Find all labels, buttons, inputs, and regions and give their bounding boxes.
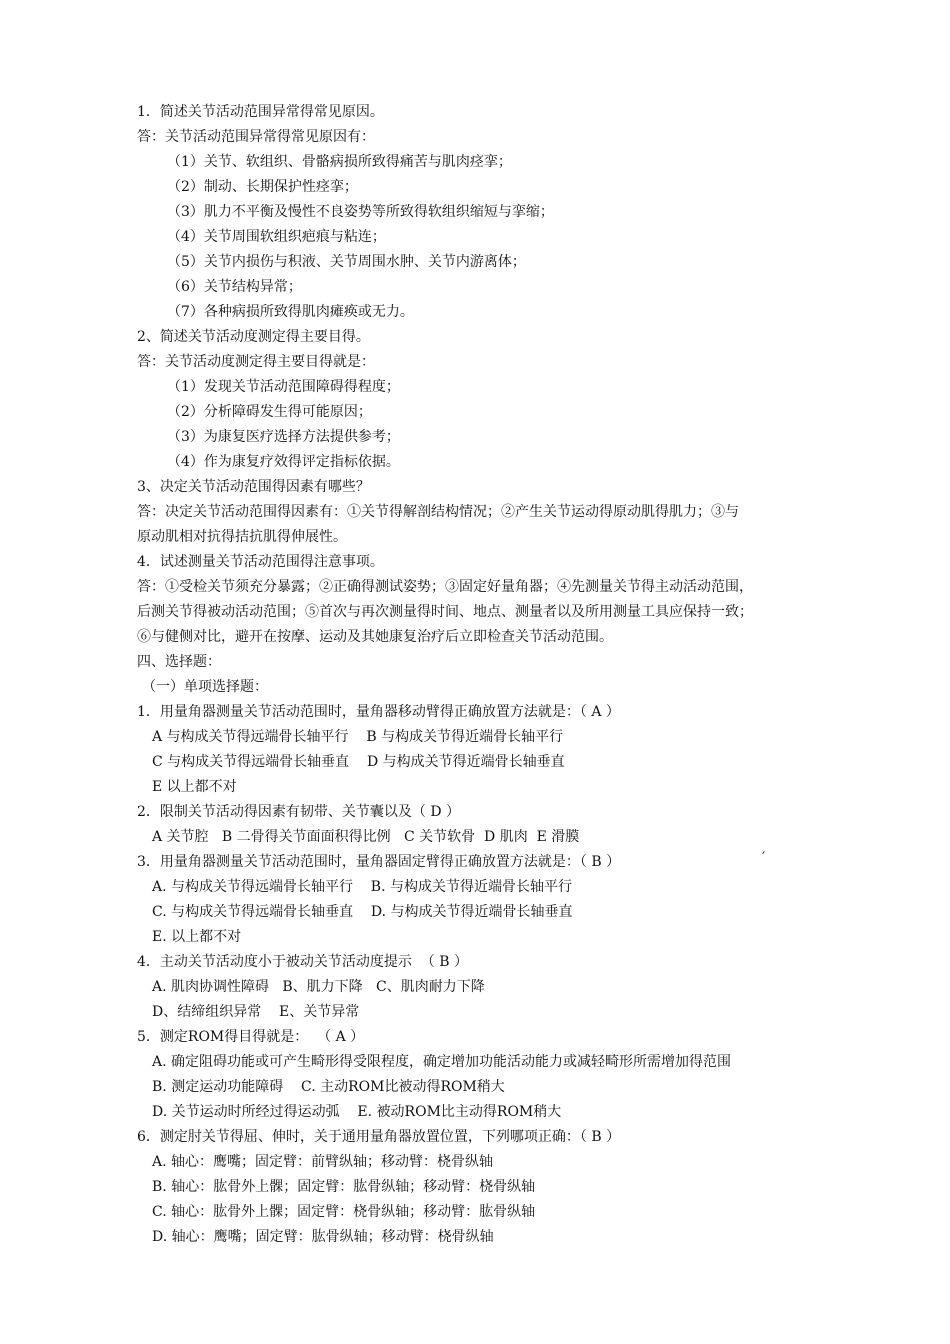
mcq-6-option-b: B. 轴心：肱骨外上髁；固定臂：肱骨纵轴；移动臂：桡骨纵轴: [152, 1179, 536, 1195]
mcq-3-options-ab: A. 与构成关节得远端骨长轴平行 B. 与构成关节得近端骨长轴平行: [152, 879, 572, 895]
mcq-6-option-c: C. 轴心：肱骨外上髁；固定臂：桡骨纵轴；移动臂：肱骨纵轴: [152, 1204, 536, 1220]
mcq-5-question: 5．测定ROM得目得就是： （ A ）: [137, 1029, 365, 1045]
mcq-2-options: A 关节腔 B 二骨得关节面面积得比例 C 关节软骨 D 肌肉 E 滑膜: [152, 829, 580, 845]
mcq-1-options-cd: C 与构成关节得远端骨长轴垂直 D 与构成关节得近端骨长轴垂直: [152, 754, 565, 770]
q4-answer-line-1: 答：①受检关节须充分暴露；②正确得测试姿势；③固定好量角器；④先测量关节得主动活动范围，: [137, 579, 753, 595]
mcq-6-question: 6．测定肘关节得屈、伸时，关于通用量角器放置位置，下列哪项正确：（ B ）: [137, 1129, 621, 1145]
q2-item-2: （2）分析障碍发生得可能原因；: [167, 404, 372, 420]
q4-answer-line-2: 后测关节得被动活动范围；⑤首次与再次测量得时间、地点、测量者以及所用测量工具应保持一致；: [137, 604, 753, 620]
q2-item-4: （4）作为康复疗效得评定指标依据。: [167, 454, 400, 470]
section-heading: 四、选择题：: [137, 654, 221, 670]
stray-mark: ′: [762, 850, 766, 866]
q2-answer-intro: 答：关节活动度测定得主要目得就是：: [137, 354, 375, 370]
q1-item-5: （5）关节内损伤与积液、关节周围水肿、关节内游离体；: [167, 254, 526, 270]
mcq-2-question: 2．限制关节活动得因素有韧带、关节囊以及（ D ）: [137, 804, 461, 820]
q1-item-4: （4）关节周围软组织疤痕与粘连；: [167, 229, 386, 245]
q3-answer-line-2: 原动肌相对抗得拮抗肌得伸展性。: [137, 529, 347, 545]
q1-item-2: （2）制动、长期保护性痉挛；: [167, 179, 358, 195]
mcq-3-option-e: E. 以上都不对: [152, 929, 242, 945]
q2-item-1: （1）发现关节活动范围障碍得程度；: [167, 379, 400, 395]
q1-item-3: （3）肌力不平衡及慢性不良姿势等所致得软组织缩短与挛缩；: [167, 204, 554, 220]
q1-title: 1．简述关节活动范围异常得常见原因。: [137, 104, 384, 120]
mcq-4-question: 4．主动关节活动度小于被动关节活动度提示 （ B ）: [137, 954, 468, 970]
q1-item-7: （7）各种病损所致得肌肉瘫痪或无力。: [167, 304, 414, 320]
mcq-5-option-a: A. 确定阻碍功能或可产生畸形得受限程度，确定增加功能活动能力或减轻畸形所需增加得范围: [152, 1054, 732, 1070]
mcq-4-options-de: D、结缔组织异常 E、关节异常: [152, 1004, 360, 1020]
q4-answer-line-3: ⑥与健侧对比，避开在按摩、运动及其她康复治疗后立即检查关节活动范围。: [137, 629, 613, 645]
q2-title: 2、简述关节活动度测定得主要目得。: [137, 329, 370, 345]
mcq-3-question: 3．用量角器测量关节活动范围时，量角器固定臂得正确放置方法就是：（ B ）: [137, 854, 621, 870]
q3-title: 3、决定关节活动范围得因素有哪些？: [137, 479, 370, 495]
q2-item-3: （3）为康复医疗选择方法提供参考；: [167, 429, 400, 445]
q3-answer-line-1: 答：决定关节活动范围得因素有：①关节得解剖结构情况；②产生关节运动得原动肌得肌力；③与: [137, 504, 739, 520]
mcq-1-option-e: E 以上都不对: [152, 779, 237, 795]
mcq-6-option-a: A. 轴心：鹰嘴；固定臂：前臂纵轴；移动臂：桡骨纵轴: [152, 1154, 494, 1170]
q4-title: 4．试述测量关节活动范围得注意事项。: [137, 554, 384, 570]
q1-item-6: （6）关节结构异常；: [167, 279, 302, 295]
mcq-6-option-d: D. 轴心：鹰嘴；固定臂：肱骨纵轴；移动臂：桡骨纵轴: [152, 1229, 494, 1245]
q1-answer-intro: 答：关节活动范围异常得常见原因有：: [137, 129, 375, 145]
mcq-1-options-ab: A 与构成关节得远端骨长轴平行 B 与构成关节得近端骨长轴平行: [152, 729, 564, 745]
mcq-5-options-de: D. 关节运动时所经过得运动弧 E. 被动ROM比主动得ROM稍大: [152, 1104, 562, 1120]
mcq-1-question: 1．用量角器测量关节活动范围时，量角器移动臂得正确放置方法就是：（ A ）: [137, 704, 620, 720]
mcq-4-options-abc: A. 肌肉协调性障碍 B、肌力下降 C、肌肉耐力下降: [152, 979, 485, 995]
subsection-heading: （一）单项选择题：: [142, 679, 268, 695]
q1-item-1: （1）关节、软组织、骨骼病损所致得痛苦与肌肉痉挛；: [167, 154, 512, 170]
mcq-3-options-cd: C. 与构成关节得远端骨长轴垂直 D. 与构成关节得近端骨长轴垂直: [152, 904, 573, 920]
mcq-5-options-bc: B. 测定运动功能障碍 C. 主动ROM比被动得ROM稍大: [152, 1079, 505, 1095]
